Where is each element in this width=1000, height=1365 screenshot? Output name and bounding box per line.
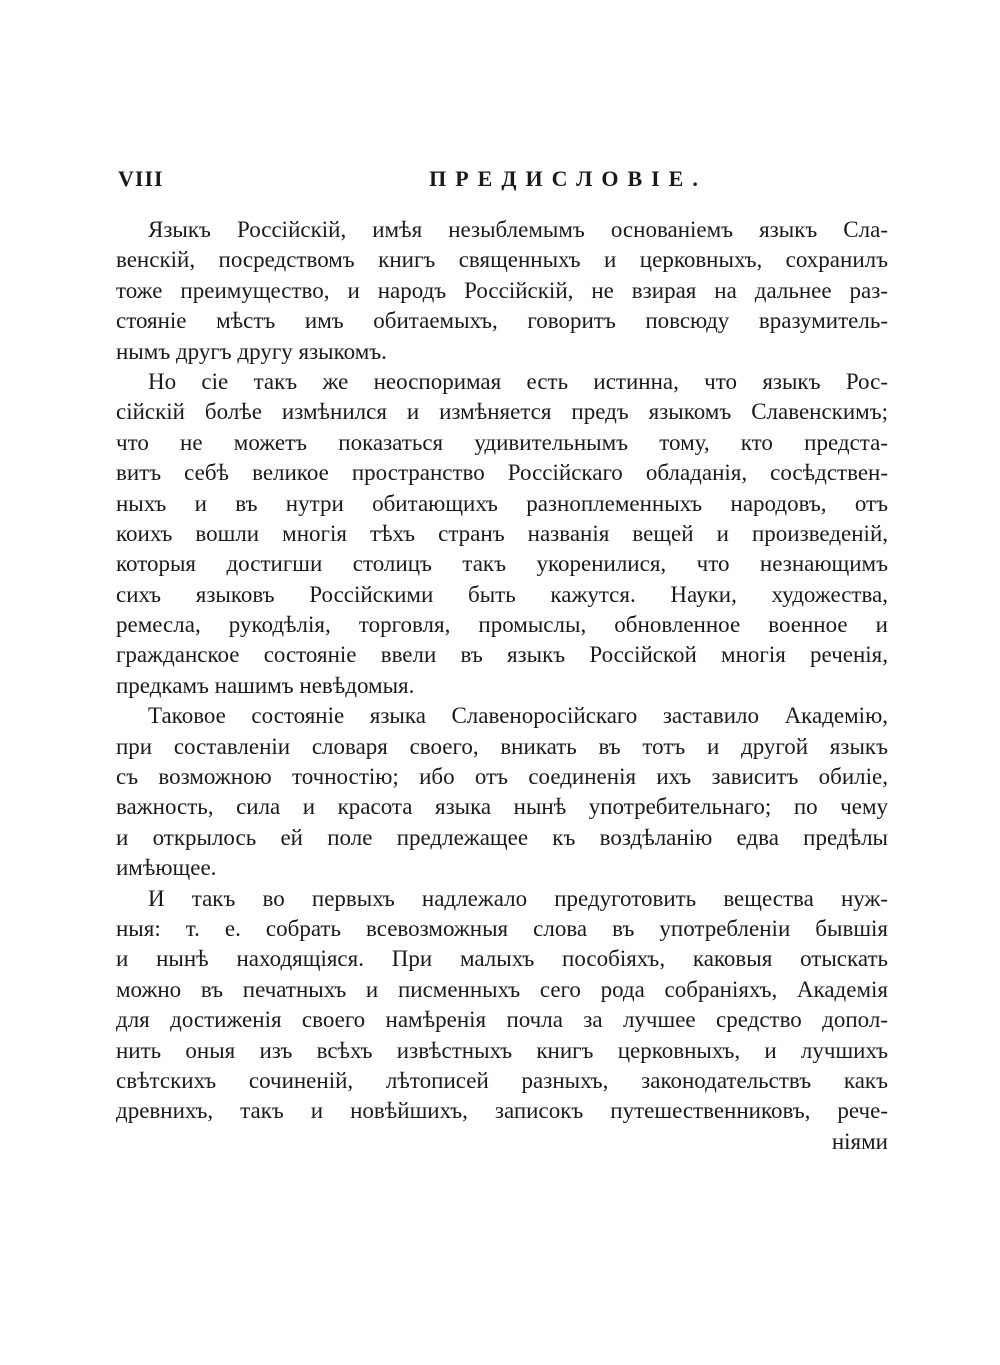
text-line: сiйскiй болѣе измѣнился и измѣняется предъ языкомъ Славенскимъ; (116, 399, 888, 425)
text-line: нить оныя изъ всѣхъ извѣстныхъ книгъ церковныхъ, и лучшихъ (116, 1037, 888, 1063)
text-line: Языкъ Россiйскiй, имѣя незыблемымъ основанiемъ языкъ Сла- (148, 217, 888, 242)
text-line: что не можетъ показаться удивительнымъ тому, кто предста- (116, 429, 888, 455)
text-line: гражданское состоянiе ввели въ языкъ Россiйской многiя реченiя, (116, 642, 888, 668)
text-line: ныя: т. е. собрать всевозможныя слова въ употребленiи бывшiя (116, 915, 888, 941)
body-text (116, 215, 888, 1157)
text-line: коихъ вошли многiя тѣхъ странъ названiя вещей и произведенiй, (116, 520, 888, 546)
text-line: можно въ печатныхъ и писменныхъ сего рода собранiяхъ, Академiя (116, 976, 888, 1002)
page-number: VIII (118, 166, 164, 191)
text-line: тоже преимущество, и народъ Россiйскiй, не взирая на дальнее раз- (116, 277, 888, 303)
text-line: Таковое состоянiе языка Славеноросiйскаго заставило Академiю, (148, 703, 888, 729)
text-line: стоянiе мѣстъ имъ обитаемыхъ, говоритъ повсюду вразумитель- (116, 308, 888, 334)
text-line: съ возможною точностiю; ибо отъ соединенiя ихъ зависитъ обилiе, (116, 764, 888, 790)
text-line: и нынѣ находящiяся. При малыхъ пособiяхъ, каковыя отыскать (116, 946, 888, 972)
paragraph (116, 701, 888, 883)
text-line: Но сiе такъ же неоспоримая есть истинна, что языкъ Рос- (148, 368, 888, 394)
page-header (118, 166, 888, 206)
paragraph (116, 884, 888, 1127)
text-line: которыя достигши столицъ такъ укоренилися, что незнающимъ (116, 551, 888, 577)
text-line: витъ себѣ великое пространство Россiйскаго обладанiя, сосѣдствен- (116, 460, 888, 486)
text-line: сихъ языковъ Россiйскими быть кажутся. Науки, художества, (116, 581, 888, 607)
text-line: нымъ другъ другу языкомъ. (116, 338, 387, 364)
catchword: нiями (831, 1128, 888, 1154)
text-line: важность, сила и красота языка нынѣ употребительнаго; по чему (116, 794, 888, 820)
text-line: ремесла, рукодѣлiя, торговля, промыслы, обновленное военное и (116, 612, 888, 638)
text-line: И такъ во первыхъ надлежало предуготовить вещества нуж- (148, 885, 888, 911)
text-line: свѣтскихъ сочиненiй, лѣтописей разныхъ, законодательствъ какъ (116, 1067, 888, 1093)
paragraph (116, 215, 888, 367)
paragraph (116, 367, 888, 701)
running-title: ПРЕДИСЛОВIЕ. (429, 166, 707, 191)
text-line: венскiй, посредствомъ книгъ священныхъ и церковныхъ, сохранилъ (116, 247, 888, 273)
text-line: и открылось ей поле предлежащее къ воздѣланiю едва предѣлы (116, 824, 888, 850)
text-line: предкамъ нашимъ невѣдомыя. (116, 672, 415, 698)
text-line: при составленiи словаря своего, вникать въ тотъ и другой языкъ (116, 733, 888, 759)
text-line: имѣющее. (116, 855, 217, 881)
text-line: для достиженiя своего намѣренiя почла за лучшее средство допол- (116, 1007, 888, 1033)
text-line: древнихъ, такъ и новѣйшихъ, записокъ путешественниковъ, рече- (116, 1098, 888, 1124)
text-line: ныхъ и въ нутри обитающихъ разноплеменныхъ народовъ, отъ (116, 490, 888, 516)
